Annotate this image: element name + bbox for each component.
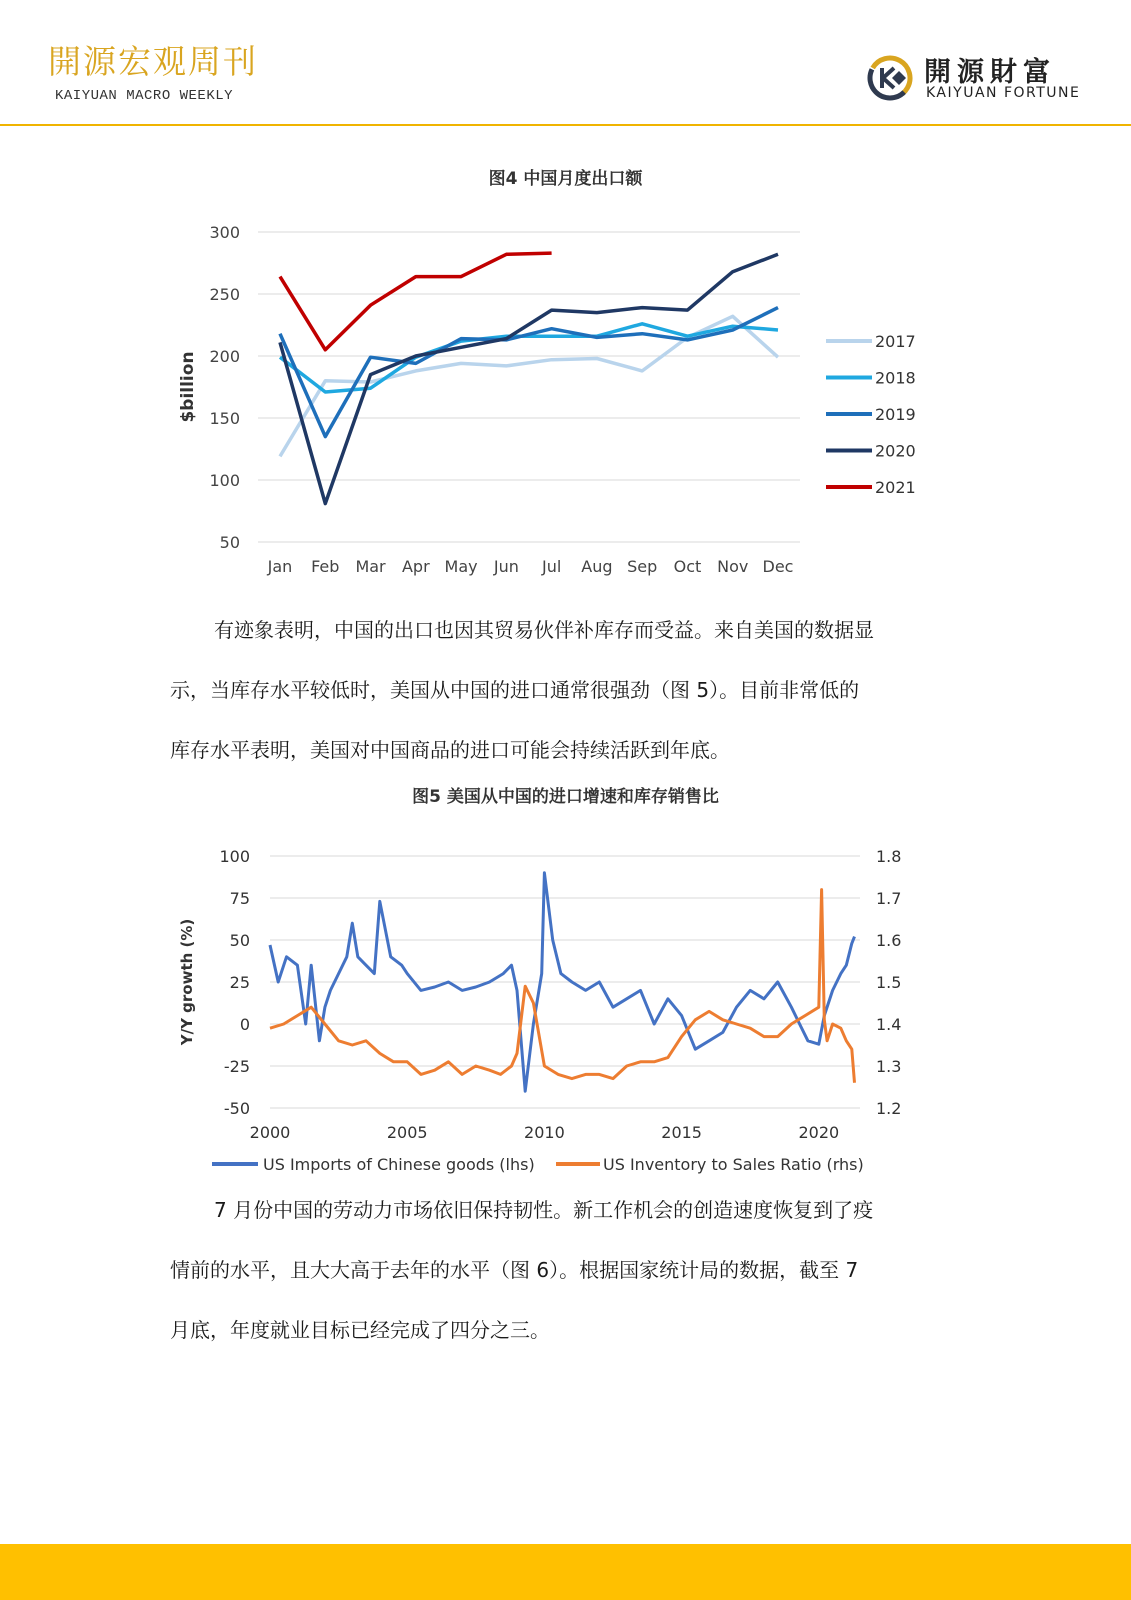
y-tick-label: 100: [219, 847, 250, 866]
paragraph-1-line: 库存水平表明，美国对中国商品的进口可能会持续活跃到年底。: [170, 738, 730, 762]
x-tick-label: Jun: [493, 557, 519, 576]
paragraph-2-line: 情前的水平，且大大高于去年的水平（图 6）。根据国家统计局的数据，截至 7: [170, 1258, 859, 1282]
y-tick-label: 75: [229, 889, 250, 908]
paragraph-1: [170, 600, 960, 780]
legend-label: US Inventory to Sales Ratio (rhs): [603, 1155, 864, 1174]
y-tick-label: -50: [223, 1099, 250, 1118]
x-tick-label: 2000: [249, 1123, 291, 1142]
y-axis-label: $billion: [178, 351, 198, 423]
y-tick-label: -25: [223, 1057, 250, 1076]
header-divider: [0, 124, 1131, 126]
logo-text-cn: 開源財富: [924, 57, 1056, 88]
paragraph-1-line: 示，当库存水平较低时，美国从中国的进口通常很强劲（图 5）。目前非常低的: [170, 678, 860, 702]
x-tick-label: Dec: [762, 557, 794, 576]
y-tick-label: 25: [229, 973, 250, 992]
y-tick-label: 50: [229, 931, 250, 950]
x-tick-label: Oct: [673, 557, 702, 576]
figure5-chart: [170, 835, 915, 1185]
y-tick-label: 200: [209, 347, 240, 366]
y2-tick-label: 1.5: [876, 973, 902, 992]
paragraph-2-line: 7 月份中国的劳动力市场依旧保持韧性。新工作机会的创造速度恢复到了疫: [214, 1198, 874, 1222]
legend-label: 2019: [875, 405, 916, 424]
y2-tick-label: 1.8: [876, 847, 902, 866]
x-tick-label: 2005: [386, 1123, 428, 1142]
logo-text-en: KAIYUAN FORTUNE: [926, 85, 1081, 101]
x-tick-label: Mar: [355, 557, 386, 576]
y-tick-label: 250: [209, 285, 240, 304]
kaiyuan-logo-icon: [866, 54, 914, 102]
y2-tick-label: 1.4: [876, 1015, 902, 1034]
paragraph-1-line: 有迹象表明，中国的出口也因其贸易伙伴补库存而受益。来自美国的数据显: [214, 618, 874, 642]
legend-label: 2017: [875, 332, 916, 351]
x-tick-label: Sep: [627, 557, 658, 576]
brand-title-cn: 開源宏观周刊: [48, 42, 258, 81]
x-tick-label: Nov: [717, 557, 749, 576]
y-tick-label: 100: [209, 471, 240, 490]
x-tick-label: Apr: [401, 557, 430, 576]
figure5-title: 图5 美国从中国的进口增速和库存销售比: [412, 787, 719, 807]
figure4-chart: [170, 210, 960, 590]
page-header: [0, 0, 1131, 126]
brand-title-en: KAIYUAN MACRO WEEKLY: [55, 88, 234, 104]
x-tick-label: Jul: [541, 557, 562, 576]
y-tick-label: 0: [239, 1015, 250, 1034]
x-tick-label: 2020: [798, 1123, 840, 1142]
y-tick-label: 150: [209, 409, 240, 428]
series-line: [270, 890, 855, 1083]
legend-label: 2018: [875, 368, 916, 388]
legend-label: US Imports of Chinese goods (lhs): [263, 1155, 535, 1174]
y-tick-label: 50: [219, 533, 240, 552]
x-tick-label: Aug: [581, 557, 613, 576]
y2-tick-label: 1.3: [876, 1057, 902, 1076]
paragraph-2: [170, 1180, 960, 1360]
x-tick-label: Jan: [267, 557, 293, 576]
y-axis-label: Y/Y growth (%): [178, 918, 196, 1046]
x-tick-label: 2015: [661, 1123, 702, 1142]
y2-tick-label: 1.7: [876, 889, 902, 908]
y2-tick-label: 1.2: [876, 1099, 902, 1118]
x-tick-label: 2010: [524, 1123, 565, 1142]
series-line-2020: [280, 254, 778, 503]
legend-label: 2020: [875, 441, 916, 461]
x-tick-label: May: [444, 557, 478, 576]
x-tick-label: Feb: [311, 557, 340, 576]
footer-bar: [0, 1544, 1131, 1600]
legend-label: 2021: [875, 478, 916, 497]
figure4-title: 图4 中国月度出口额: [488, 169, 643, 189]
paragraph-2-line: 月底，年度就业目标已经完成了四分之三。: [170, 1318, 550, 1342]
y-tick-label: 300: [209, 223, 240, 242]
y2-tick-label: 1.6: [876, 931, 902, 950]
